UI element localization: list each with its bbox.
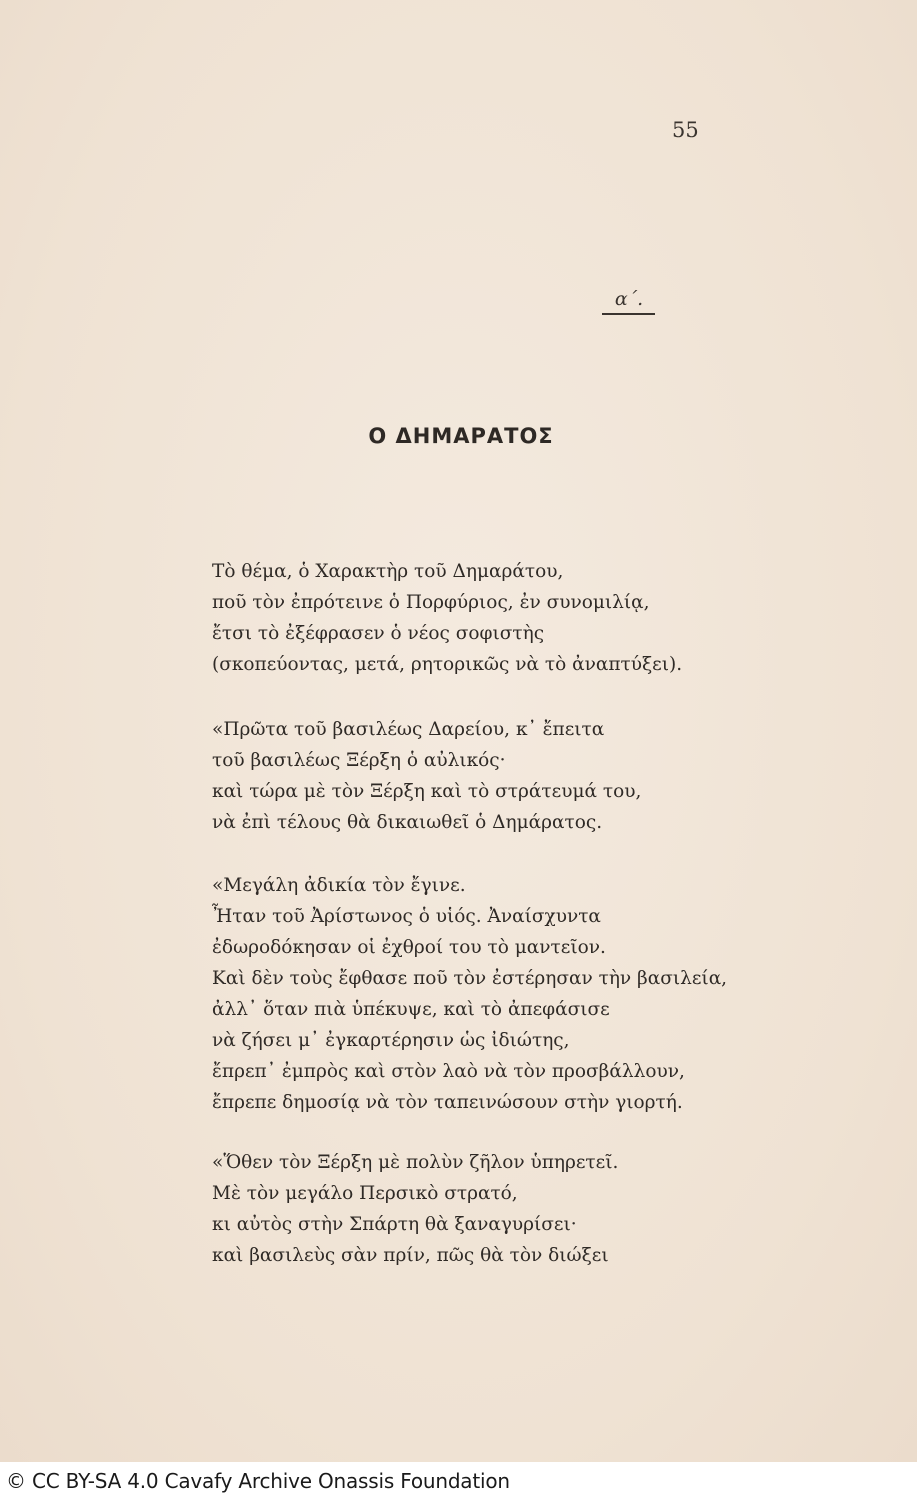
poem-title: Ο ΔΗΜΑΡΑΤΟΣ [368,424,554,448]
stanza-1 [212,556,682,680]
poem-line: νὰ ζήσει μ᾿ ἐγκαρτέρησιν ὡς ἰδιώτης, [212,1030,570,1051]
poem-line: Μὲ τὸν μεγάλο Περσικὸ στρατό, [212,1183,518,1204]
poem-line: Τὸ θέμα, ὁ Χαρακτὴρ τοῦ Δημαράτου, [212,561,564,582]
section-rule [602,313,655,315]
poem-line: καὶ τώρα μὲ τὸν Ξέρξη καὶ τὸ στράτευμά του, [212,781,642,802]
poem-line: «Μεγάλη ἀδικία τὸν ἔγινε. [212,875,466,896]
poem-line: Ἦταν τοῦ Ἀρίστωνος ὁ υἱός. Ἀναίσχυντα [212,906,601,927]
poem-line: νὰ ἐπὶ τέλους θὰ δικαιωθεῖ ὁ Δημάρατος. [212,812,603,833]
poem-line: «Πρῶτα τοῦ βασιλέως Δαρείου, κ᾿ ἔπειτα [212,719,605,740]
poem-line: Καὶ δὲν τοὺς ἔφθασε ποῦ τὸν ἐστέρησαν τὴν βασιλεία, [212,968,728,989]
poem-line: ἔπρεπε δημοσίᾳ νὰ τὸν ταπεινώσουν στὴν γιορτή. [212,1092,683,1113]
poem-line: ἔπρεπ᾿ ἐμπρὸς καὶ στὸν λαὸ νὰ τὸν προσβάλλουν, [212,1061,685,1082]
poem-line: (σκοπεύοντας, μετά, ρητορικῶς νὰ τὸ ἀναπτύξει). [212,654,683,675]
stanza-2 [212,714,641,838]
section-mark: α΄. [614,288,644,310]
page-number: 55 [672,118,699,142]
stanza-3 [212,870,727,1118]
poem-line: «Ὅθεν τὸν Ξέρξη μὲ πολὺν ζῆλον ὑπηρετεῖ. [212,1152,619,1173]
poem-line: ἀλλ᾿ ὅταν πιὰ ὑπέκυψε, καὶ τὸ ἀπεφάσισε [212,999,610,1020]
stanza-4 [212,1147,618,1271]
poem-line: τοῦ βασιλέως Ξέρξη ὁ αὐλικός· [212,750,506,771]
poem-line: ἔτσι τὸ ἐξέφρασεν ὁ νέος σοφιστὴς [212,623,545,644]
poem-line: ἐδωροδόκησαν οἱ ἐχθροί του τὸ μαντεῖον. [212,937,606,958]
poem-line: καὶ βασιλεὺς σὰν πρίν, πῶς θὰ τὸν διώξει [212,1245,609,1266]
poem-line: ποῦ τὸν ἐπρότεινε ὁ Πορφύριος, ἐν συνομιλίᾳ, [212,592,650,613]
poem-line: κι αὐτὸς στὴν Σπάρτη θὰ ξαναγυρίσει· [212,1214,577,1235]
license-credit: © CC BY-SA 4.0 Cavafy Archive Onassis Foundation [6,1469,510,1493]
